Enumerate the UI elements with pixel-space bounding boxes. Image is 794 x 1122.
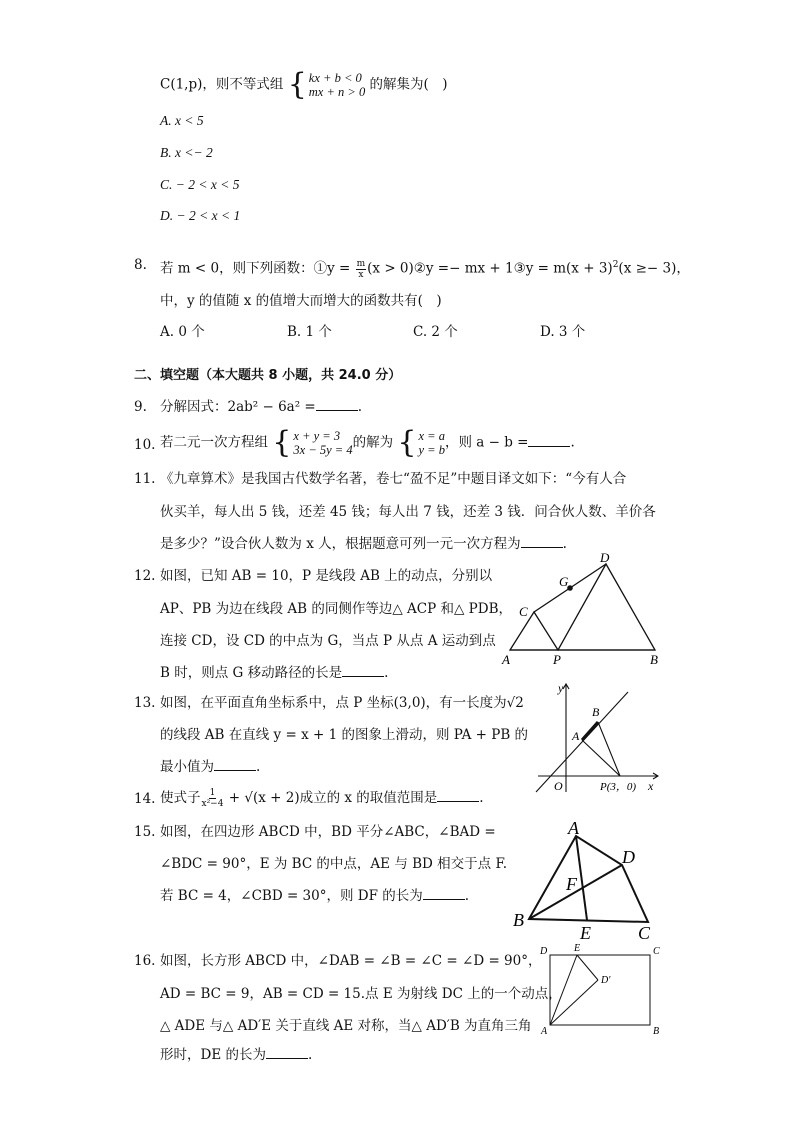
q7-option-c[interactable]: C. − 2 < x < 5 (160, 177, 240, 192)
q12-line4 (160, 664, 388, 682)
q12-stem: B 时，则点 G 移动路径的长是 (160, 665, 343, 681)
q14-stem-b: + √(x + 2)成立的 x 的取值范围是 (224, 790, 438, 806)
q13-line3 (160, 758, 260, 776)
q9-end: . (357, 399, 363, 415)
segment-ab (582, 722, 598, 740)
label-e: E (574, 943, 581, 954)
label-p: P(3，0) (600, 781, 637, 793)
q10-stem-c: ，则 a − b = (444, 434, 529, 451)
label-y: y (558, 681, 564, 695)
rectangle-abcd (550, 955, 650, 1025)
q8-frac-bot: x (358, 269, 364, 280)
triangle-acp (510, 612, 558, 650)
q15-line2: ∠BDC = 90°，E 为 BC 的中点，AE 与 BD 相交于点 F. (160, 856, 508, 872)
label-a: A (568, 820, 579, 838)
brace-icon: { (397, 425, 417, 460)
brace-icon: { (272, 425, 292, 460)
q10-stem-a: 若二元一次方程组 (160, 434, 268, 451)
q11-line2: 伙买羊，每人出 5 钱，还差 45 钱；每人出 7 钱，还差 3 钱．问合伙人数、羊价各 (160, 504, 656, 520)
answer-blank[interactable] (342, 664, 384, 677)
q16-number: 16. (134, 953, 156, 969)
q9-text (160, 398, 362, 416)
answer-blank[interactable] (437, 789, 479, 802)
q9-stem: 分解因式：2ab² − 6a² = (160, 399, 316, 415)
q12-line3: 连接 CD，设 CD 的中点为 G，当点 P 从点 A 运动到点 (160, 633, 496, 649)
label-e: E (580, 923, 591, 942)
q12-end: . (384, 665, 389, 681)
q16-end: . (307, 1047, 313, 1063)
q12-line1: 如图，已知 AB = 10，P 是线段 AB 上的动点，分别以 (160, 568, 493, 584)
q15-number: 15. (134, 824, 156, 840)
q7-stem (160, 67, 448, 102)
label-d: D (622, 847, 635, 867)
triangle-pdb (558, 564, 655, 650)
q11-line1: 《九章算术》是我国古代数学名著，卷七“盈不足”中题目译文如下：“今有人合 (160, 471, 627, 487)
label-c: C (638, 923, 651, 942)
label-origin: O (554, 779, 563, 793)
q10-text (160, 425, 575, 460)
q16-line3: △ ADE 与△ AD′E 关于直线 AE 对称，当△ AD′B 为直角三角 (160, 1018, 532, 1034)
answer-blank[interactable] (214, 758, 256, 771)
q13-figure (528, 680, 664, 798)
q11-number: 11. (134, 471, 156, 487)
q10-sol1: x = a (418, 429, 445, 443)
q14-text (160, 788, 484, 809)
q7-sys-line1: kx + b < 0 (308, 71, 362, 85)
q14-fraction (202, 788, 224, 809)
q7-option-d[interactable]: D. − 2 < x < 1 (160, 208, 241, 223)
label-g: G (559, 574, 569, 589)
section-heading-fill-in: 二、填空题（本大题共 8 小题，共 24.0 分） (134, 368, 402, 383)
q9-number: 9. (134, 399, 147, 415)
q14-number: 14. (134, 791, 156, 807)
label-d: D (600, 552, 610, 565)
q12-figure (498, 552, 668, 672)
segment-ae (550, 955, 577, 1025)
segment-pa (582, 740, 620, 776)
q14-frac-bot: x²−4 (201, 799, 224, 809)
label-b: B (650, 652, 658, 667)
label-b: B (653, 1026, 660, 1036)
q10-solution-system (397, 425, 445, 460)
q16-stem: 形时，DE 的长为 (160, 1047, 266, 1063)
label-c: C (519, 604, 528, 619)
q8-fraction (356, 259, 367, 280)
q8-number: 8. (134, 257, 147, 273)
q13-line2: 的线段 AB 在直线 y = x + 1 的图象上滑动，则 PA + PB 的 (160, 727, 529, 743)
q7-inequality-system (287, 67, 366, 102)
segment-ad-prime (550, 980, 598, 1025)
q11-line3 (160, 535, 567, 553)
q8-exponent: 2 (612, 260, 619, 270)
label-p: P (553, 652, 561, 667)
q8-option-d[interactable]: D. 3 个 (540, 324, 586, 340)
q13-stem: 最小值为 (160, 759, 214, 775)
q12-number: 12. (134, 568, 156, 584)
q15-stem: 若 BC = 4，∠CBD = 30°，则 DF 的长为 (160, 888, 423, 904)
brace-icon: { (287, 67, 307, 102)
q11-end: . (562, 536, 567, 552)
q8-option-c[interactable]: C. 2 个 (413, 324, 458, 340)
q14-frac-top: 1 (209, 788, 216, 798)
q8-line1-b: (x > 0)②y =− mx + 1③y = m(x + 3) (367, 260, 613, 277)
answer-blank[interactable] (521, 535, 563, 548)
answer-blank[interactable] (423, 887, 465, 900)
q8-option-a[interactable]: A. 0 个 (160, 324, 205, 340)
q15-end: . (464, 888, 470, 904)
label-f: F (566, 874, 577, 894)
q15-line1: 如图，在四边形 ABCD 中，BD 平分∠ABC，∠BAD = (160, 824, 496, 840)
label-b: B (513, 910, 524, 930)
label-x: x (648, 779, 654, 793)
q16-line2: AD = BC = 9，AB = CD = 15.点 E 为射线 DC 上的一个动点， (160, 986, 562, 1002)
q10-equation-system (272, 425, 353, 460)
label-c: C (653, 946, 660, 957)
label-a: A (572, 729, 580, 743)
q8-option-b[interactable]: B. 1 个 (287, 324, 332, 340)
q7-stem-prefix: C(1,p)，则不等式组 (160, 76, 284, 93)
q7-stem-suffix: 的解集为( ) (369, 76, 448, 93)
answer-blank[interactable] (316, 398, 358, 411)
q13-line1: 如图，在平面直角坐标系中，点 P 坐标(3,0)，有一长度为√2 (160, 695, 524, 711)
q7-sys-line2: mx + n > 0 (308, 85, 366, 99)
label-d-prime: D' (601, 975, 611, 986)
q15-figure (510, 820, 662, 942)
segment-ae (576, 836, 587, 920)
q14-end: . (479, 790, 484, 806)
label-a: A (502, 652, 510, 667)
q16-line4 (160, 1046, 312, 1064)
label-a: A (541, 1026, 548, 1036)
q10-eq2: 3x − 5y = 4 (293, 443, 353, 457)
q10-sol2: y = b (418, 443, 445, 457)
q8-line1-a: 若 m < 0，则下列函数：①y = (160, 260, 355, 277)
q8-line1-c: (x ≥− 3)， (618, 260, 690, 277)
label-b: B (592, 705, 600, 719)
q16-line1: 如图，长方形 ABCD 中，∠DAB = ∠B = ∠C = ∠D = 90°， (160, 953, 542, 969)
label-d: D (540, 946, 548, 957)
segment-pb (598, 722, 620, 776)
segment-ed-prime (577, 955, 598, 980)
q7-option-b[interactable]: B. x <− 2 (160, 145, 213, 160)
answer-blank[interactable] (266, 1046, 308, 1059)
answer-blank[interactable] (528, 434, 570, 447)
q13-number: 13. (134, 695, 156, 711)
line-y-equals-x-plus-1 (536, 692, 628, 792)
q10-end: . (570, 434, 575, 451)
q10-eq1: x + y = 3 (293, 429, 341, 443)
q10-stem-b: 的解为 (352, 434, 394, 451)
q14-stem-a: 使式子 (160, 790, 201, 806)
q13-end: . (256, 759, 261, 775)
q7-option-a[interactable]: A. x < 5 (160, 113, 204, 128)
q10-number: 10. (134, 437, 156, 453)
q8-line1 (160, 256, 690, 280)
q11-stem: 是多少？”设合伙人数为 x 人，根据题意可列一元一次方程为 (160, 536, 521, 552)
q15-line3 (160, 887, 469, 905)
q8-frac-top: m (356, 258, 366, 269)
q12-line2: AP、PB 为边在线段 AB 的同侧作等边△ ACP 和△ PDB， (160, 601, 513, 617)
q8-line2: 中，y 的值随 x 的值增大而增大的函数共有( ) (160, 293, 442, 309)
q16-figure (534, 940, 664, 1036)
